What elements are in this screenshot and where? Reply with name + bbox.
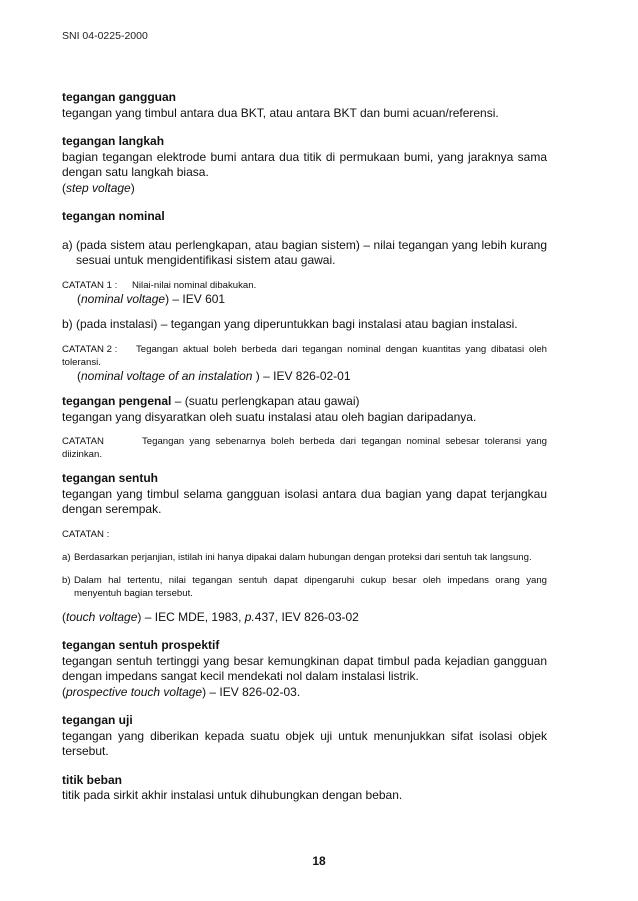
definition-tegangan-langkah: bagian tegangan elektrode bumi antara dua titik di permukaan bumi, yang jaraknya sama dengan satu langkah biasa. — [62, 149, 547, 179]
definition-tegangan-sentuh-prospektif: tegangan sentuh tertinggi yang besar kemungkinan dapat timbul pada kejadian gangguan dengan impedans sangat kecil mendekati nol dalam instalasi listrik. — [62, 653, 547, 683]
note-sentuh-label: CATATAN : — [62, 528, 110, 540]
term-tegangan-pengenal: tegangan pengenal – (suatu perlengkapan atau gawai) — [62, 394, 360, 408]
term-tegangan-uji: tegangan uji — [62, 713, 133, 727]
definition-tegangan-uji: tegangan yang diberikan kepada suatu objek uji untuk menunjukkan sifat isolasi objek tersebut. — [62, 728, 547, 758]
glossary-content — [62, 90, 547, 804]
reference-tegangan-sentuh-prospektif: (prospective touch voltage) – IEV 826-02-03. — [62, 684, 301, 699]
note-pengenal: CATATAN Tegangan yang sebenarnya boleh berbeda dari tegangan nominal sebesar toleransi yang diizinkan. — [62, 436, 547, 460]
definition-tegangan-gangguan: tegangan yang timbul antara dua BKT, atau antara BKT dan bumi acuan/referensi. — [62, 105, 499, 120]
term-tegangan-sentuh-prospektif: tegangan sentuh prospektif — [62, 638, 220, 652]
reference-tegangan-sentuh: (touch voltage) – IEC MDE, 1983, p.437, IEV 826-03-02 — [62, 609, 359, 624]
term-titik-beban: titik beban — [62, 772, 123, 787]
term-tegangan-sentuh: tegangan sentuh — [62, 471, 159, 485]
document-id: SNI 04-0225-2000 — [62, 30, 148, 42]
list-item-nominal-a: a) (pada sistem atau perlengkapan, atau bagian sistem) – nilai tegangan yang lebih kurang sesuai untuk mengidentifikasi sistem atau gawai. — [62, 237, 547, 267]
reference-nominal-1: (nominal voltage) – IEV 601 — [77, 291, 226, 306]
definition-titik-beban: titik pada sirkit akhir instalasi untuk dihubungkan dengan beban. — [62, 788, 403, 802]
definition-tegangan-sentuh: tegangan yang timbul selama gangguan isolasi antara dua bagian yang dapat terjangkau dengan serempak. — [62, 486, 547, 516]
reference-tegangan-langkah: (step voltage) — [62, 180, 135, 195]
reference-nominal-2: (nominal voltage of an instalation ) – IEV 826-02-01 — [77, 368, 351, 383]
note-sentuh-b: b) Dalam hal tertentu, nilai tegangan sentuh dapat dipengaruhi cukup besar oleh impedans orang yang menyentuh bagian tersebut. — [62, 574, 547, 599]
term-tegangan-nominal: tegangan nominal — [62, 209, 165, 223]
term-tegangan-langkah: tegangan langkah — [62, 134, 165, 148]
page-number: 18 — [312, 854, 326, 868]
definition-tegangan-pengenal: tegangan yang disyaratkan oleh suatu instalasi atau oleh bagian daripadanya. — [62, 409, 477, 424]
list-item-nominal-b: b) (pada instalasi) – tegangan yang diperuntukkan bagi instalasi atau bagian instalasi. — [62, 317, 518, 331]
note-nominal-2: CATATAN 2 : Tegangan aktual boleh berbeda dari tegangan nominal dengan kuantitas yang dibatasi oleh toleransi. — [62, 343, 547, 368]
note-nominal-1: CATATAN 1 : Nilai-nilai nominal dibakukan. — [62, 279, 257, 291]
note-sentuh-a: a) Berdasarkan perjanjian, istilah ini hanya dipakai dalam hubungan dengan proteksi dari sentuh tak langsung. — [62, 551, 532, 563]
term-tegangan-gangguan: tegangan gangguan — [62, 90, 176, 104]
